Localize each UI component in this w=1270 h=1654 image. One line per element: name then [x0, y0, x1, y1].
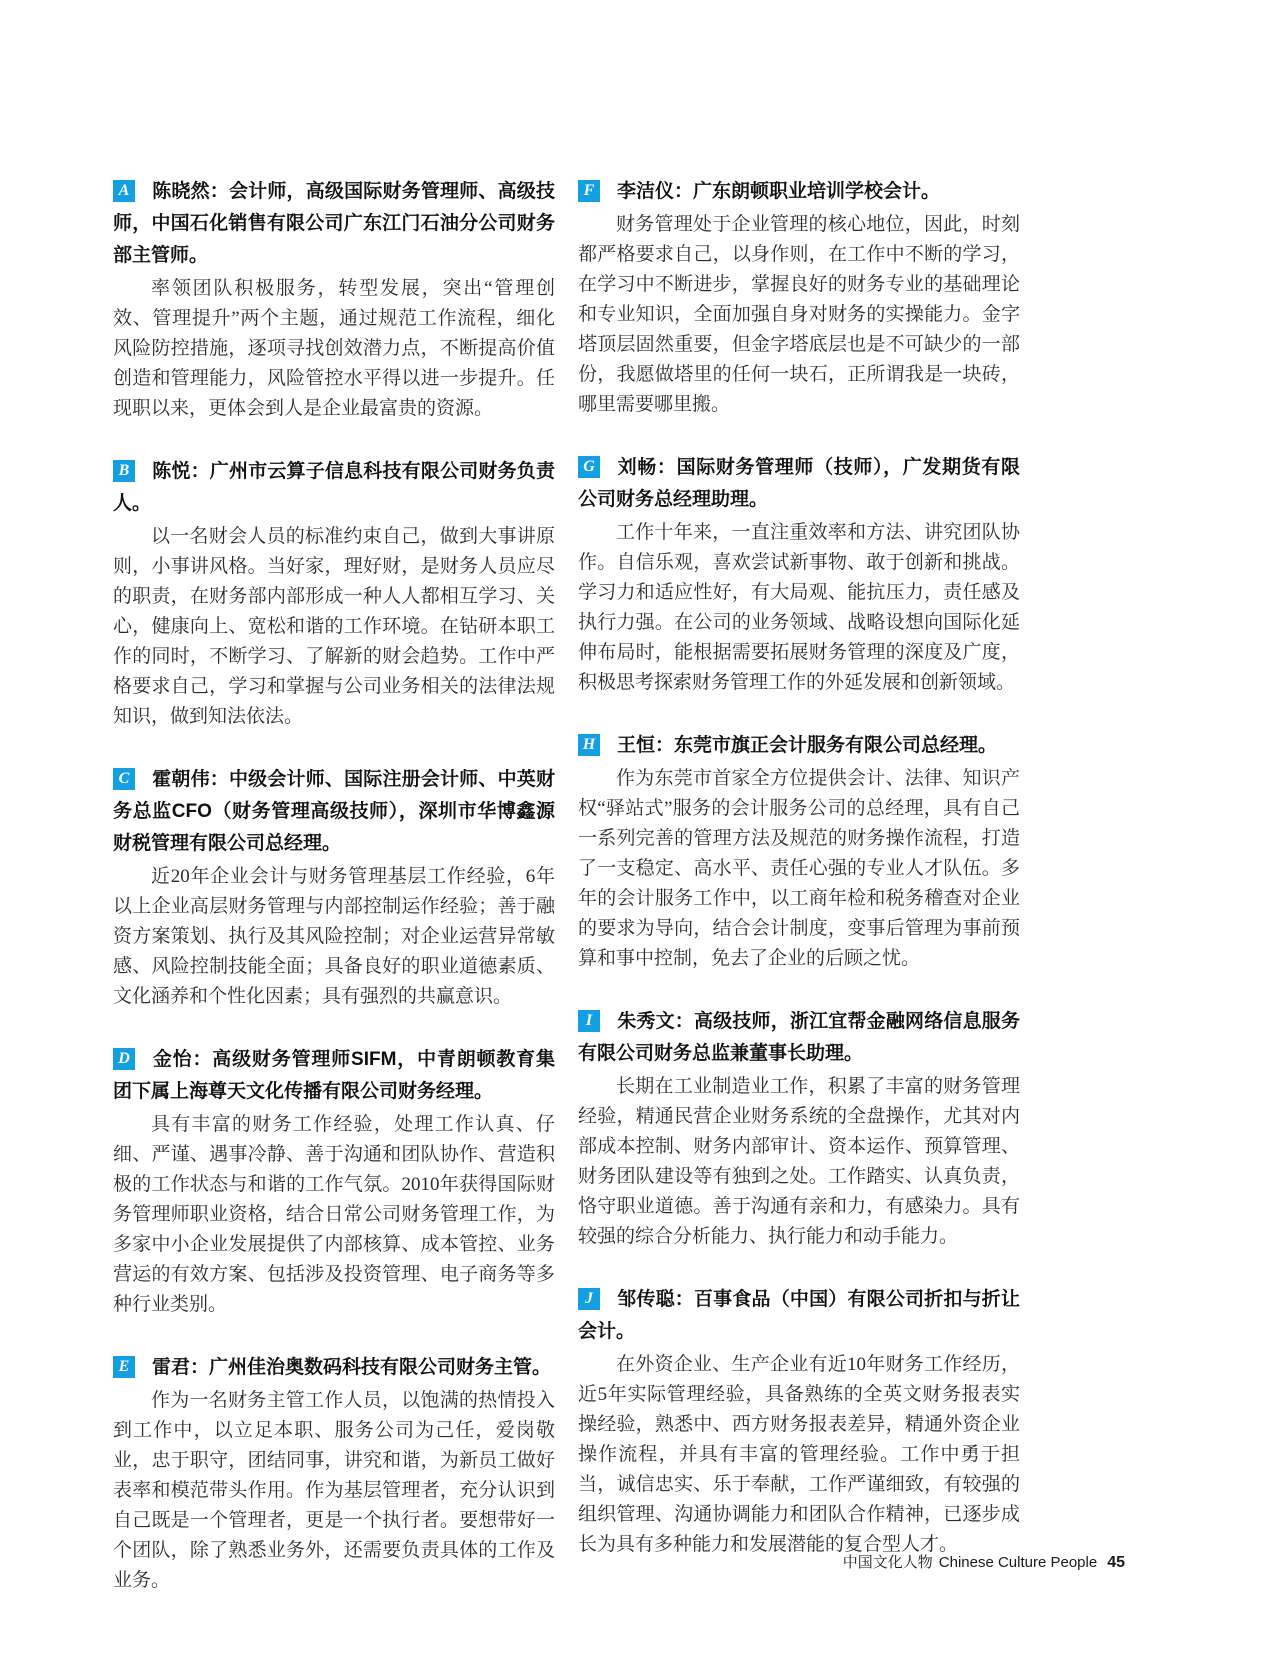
entry-body: 在外资企业、生产企业有近10年财务工作经历，近5年实际管理经验，具备熟练的全英文财务报表实操经验，熟悉中、西方财务报表差异，精通外资企业操作流程，并具有丰富的管理经验。工作中勇于担当，诚信忠实、乐于奉献，工作严谨细致，有较强的组织管理、沟通协调能力和团队合作精神，已逐步成长为具有多种能力和发展潜能的复合型人才。 — [578, 1354, 1020, 1555]
entry-badge: F — [578, 180, 600, 202]
entry-badge: D — [113, 1048, 135, 1070]
entry-heading — [113, 456, 555, 520]
profile-entry-j — [578, 1284, 1020, 1560]
entry-badge: G — [578, 456, 600, 478]
profile-entry-h — [578, 730, 1020, 974]
entry-heading-text: 陈悦：广州市云算子信息科技有限公司财务负责人。 — [113, 461, 555, 514]
entry-heading-text: 刘畅：国际财务管理师（技师），广发期货有限公司财务总经理助理。 — [578, 457, 1020, 510]
entry-heading-text: 李洁仪：广东朗顿职业培训学校会计。 — [617, 181, 941, 202]
profile-entry-c — [113, 764, 555, 1012]
entry-body: 作为东莞市首家全方位提供会计、法律、知识产权“驿站式”服务的会计服务公司的总经理，具有自己一系列完善的管理方法及规范的财务操作流程，打造了一支稳定、高水平、责任心强的专业人才队伍。多年的会计服务工作中，以工商年检和税务稽查对企业的要求为导向，结合会计制度，变事后管理为事前预算和事中控制，免去了企业的后顾之忧。 — [578, 768, 1020, 969]
entry-badge: E — [113, 1356, 135, 1378]
footer-title-zh: 中国文化人物 — [842, 1554, 933, 1571]
profile-entry-g — [578, 452, 1020, 698]
entry-heading — [113, 1352, 555, 1384]
profile-entry-e — [113, 1352, 555, 1596]
entry-badge: B — [113, 460, 135, 482]
page-footer — [843, 1551, 1125, 1572]
page-number: 45 — [1107, 1554, 1125, 1571]
entry-heading-text: 霍朝伟：中级会计师、国际注册会计师、中英财务总监CFO（财务管理高级技师），深圳市华博鑫源财税管理有限公司总经理。 — [113, 769, 555, 854]
entry-body: 作为一名财务主管工作人员，以饱满的热情投入到工作中，以立足本职、服务公司为己任，爱岗敬业，忠于职守，团结同事，讲究和谐，为新员工做好表率和模范带头作用。作为基层管理者，充分认识到自己既是一个管理者，更是一个执行者。要想带好一个团队，除了熟悉业务外，还需要负责具体的工作及业务。 — [113, 1390, 555, 1591]
entry-heading — [578, 730, 1020, 762]
entry-body: 以一名财会人员的标准约束自己，做到大事讲原则，小事讲风格。当好家，理好财，是财务人员应尽的职责，在财务部内部形成一种人人都相互学习、关心，健康向上、宽松和谐的工作环境。在钻研本职工作的同时，不断学习、了解新的财会趋势。工作中严格要求自己，学习和掌握与公司业务相关的法律法规知识，做到知法依法。 — [113, 526, 555, 727]
profile-entry-d — [113, 1044, 555, 1320]
entry-heading-text: 邹传聪：百事食品（中国）有限公司折扣与折让会计。 — [578, 1289, 1020, 1342]
entry-heading-text: 雷君：广州佳治奥数码科技有限公司财务主管。 — [152, 1357, 552, 1378]
entry-body: 工作十年来，一直注重效率和方法、讲究团队协作。自信乐观，喜欢尝试新事物、敢于创新和挑战。学习力和适应性好，有大局观、能抗压力，责任感及执行力强。在公司的业务领域、战略设想向国际化延伸布局时，能根据需要拓展财务管理的深度及广度，积极思考探索财务管理工作的外延发展和创新领域。 — [578, 522, 1020, 693]
entry-heading-text: 陈晓然：会计师，高级国际财务管理师、高级技师，中国石化销售有限公司广东江门石油分公司财务部主管师。 — [113, 181, 555, 266]
entry-badge: J — [578, 1288, 600, 1310]
entry-body: 长期在工业制造业工作，积累了丰富的财务管理经验，精通民营企业财务系统的全盘操作，尤其对内部成本控制、财务内部审计、资本运作、预算管理、财务团队建设等有独到之处。工作踏实、认真负责，恪守职业道德。善于沟通有亲和力，有感染力。具有较强的综合分析能力、执行能力和动手能力。 — [578, 1076, 1020, 1247]
profile-entry-b — [113, 456, 555, 732]
entry-body: 财务管理处于企业管理的核心地位，因此，时刻都严格要求自己，以身作则，在工作中不断的学习，在学习中不断进步，掌握良好的财务专业的基础理论和专业知识，全面加强自身对财务的实操能力。金字塔顶层固然重要，但金字塔底层也是不可缺少的一部份，我愿做塔里的任何一块石，正所谓我是一块砖，哪里需要哪里搬。 — [578, 214, 1020, 415]
entry-badge: H — [578, 734, 600, 756]
entry-body: 近20年企业会计与财务管理基层工作经验，6年以上企业高层财务管理与内部控制运作经验；善于融资方案策划、执行及其风险控制；对企业运营异常敏感、风险控制技能全面；具备良好的职业道德素质、文化涵养和个性化因素；具有强烈的共赢意识。 — [113, 866, 555, 1007]
entry-body: 率领团队积极服务，转型发展，突出“管理创效、管理提升”两个主题，通过规范工作流程，细化风险防控措施，逐项寻找创效潜力点，不断提高价值创造和管理能力，风险管控水平得以进一步提升。任现职以来，更体会到人是企业最富贵的资源。 — [113, 278, 555, 419]
entry-heading-text: 朱秀文：高级技师，浙江宜帮金融网络信息服务有限公司财务总监兼董事长助理。 — [578, 1011, 1020, 1064]
entry-heading — [578, 1284, 1020, 1348]
right-column — [578, 176, 1020, 1592]
entry-heading — [113, 1044, 555, 1108]
entry-badge: A — [113, 180, 135, 202]
profile-entry-f — [578, 176, 1020, 420]
entry-heading-text: 王恒：东莞市旗正会计服务有限公司总经理。 — [617, 735, 998, 756]
profile-entry-i — [578, 1006, 1020, 1252]
entry-heading — [578, 452, 1020, 516]
entry-heading — [578, 1006, 1020, 1070]
entry-heading — [113, 764, 555, 860]
entry-heading — [113, 176, 555, 272]
entry-heading — [578, 176, 1020, 208]
profile-entry-a — [113, 176, 555, 424]
left-column — [113, 176, 555, 1628]
entry-body: 具有丰富的财务工作经验，处理工作认真、仔细、严谨、遇事冷静、善于沟通和团队协作、营造积极的工作状态与和谐的工作气氛。2010年获得国际财务管理师职业资格，结合日常公司财务管理工作，为多家中小企业发展提供了内部核算、成本管控、业务营运的有效方案、包括涉及投资管理、电子商务等多种行业类别。 — [113, 1114, 555, 1315]
footer-title-en: Chinese Culture People — [938, 1554, 1098, 1571]
entry-heading-text: 金怡：高级财务管理师SIFM，中青朗顿教育集团下属上海尊天文化传播有限公司财务经理。 — [113, 1049, 555, 1102]
entry-badge: I — [578, 1010, 600, 1032]
entry-badge: C — [113, 768, 135, 790]
